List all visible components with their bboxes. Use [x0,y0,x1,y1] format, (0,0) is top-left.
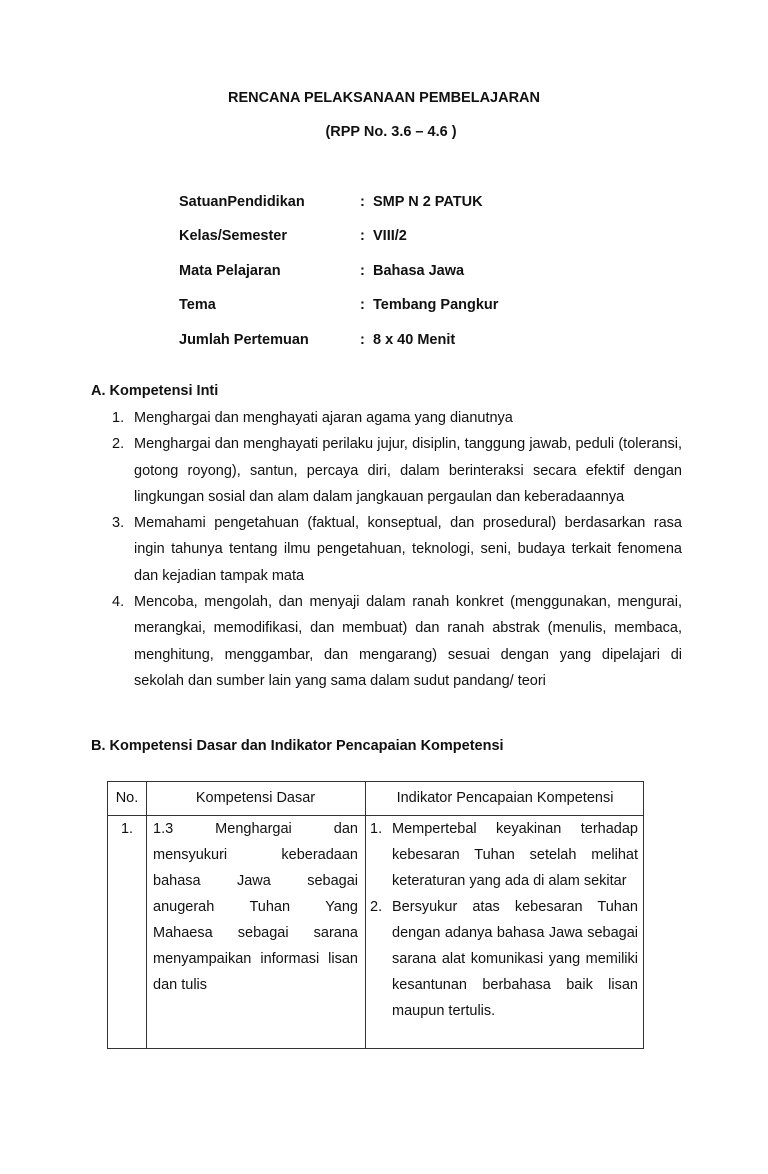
list-item-text: Mencoba, mengolah, dan menyaji dalam ranah konkret (menggunakan, mengurai, merangkai, memodifikasi, dan membuat) dan ranah abstrak (menulis, membaca, menghitung, menggambar, dan mengarang) sesuai dengan yang dipelajari di sekolah dan sumber lain yang sama dalam sudut pandang/ teori [134,594,682,689]
indicator-item [370,894,638,1024]
list-item-text: Menghargai dan menghayati perilaku jujur, disiplin, tanggung jawab, peduli (toleransi, gotong royong), santun, percaya diri, dalam berinteraksi secara efektif dengan lingkungan sosial dan alam dalam jangkauan pergaulan dan keberadaannya [134,436,682,505]
identity-label: SatuanPendidikan [179,194,305,210]
identity-label: Kelas/Semester [179,228,288,244]
list-item-number: 4. [112,594,125,611]
list-item-number: 1. [112,410,125,426]
section-a-heading: A. Kompetensi Inti [91,383,219,399]
table-divider [146,782,147,1048]
document-title: RENCANA PELAKSANAAN PEMBELAJARAN [227,90,541,106]
list-item-text: Menghargai dan menghayati ajaran agama yang dianutnya [134,410,513,426]
list-item-text: Memahami pengetahuan (faktual, konseptual, dan prosedural) berdasarkan rasa ingin tahunya tentang ilmu pengetahuan, teknologi, seni, budaya terkait fenomena dan kejadian tampak mata [134,515,682,584]
table-divider [365,782,366,1048]
identity-colon: : [360,194,365,210]
list-item [112,589,682,694]
table-cell-kd: 1.3 Menghargai dan mensyukuri keberadaan bahasa Jawa sebagai anugerah Tuhan Yang Mahaesa sebagai sarana menyampaikan informasi lisan dan tulis [153,821,358,993]
identity-value: SMP N 2 PATUK [373,194,483,210]
identity-value: Tembang Pangkur [373,297,499,313]
table-cell-no: 1. [120,821,134,837]
indicator-number: 2. [370,899,383,915]
indicator-number: 1. [370,821,383,837]
document-subtitle: (RPP No. 3.6 – 4.6 ) [325,124,457,140]
indicator-item [370,816,638,894]
identity-value: VIII/2 [373,228,407,244]
identity-value: Bahasa Jawa [373,263,465,279]
section-b-heading: B. Kompetensi Dasar dan Indikator Pencapaian Kompetensi [91,738,504,754]
identity-label: Mata Pelajaran [179,263,281,279]
table-cell-ipk [370,816,638,1024]
kompetensi-inti-list [112,405,682,694]
identity-value: 8 x 40 Menit [373,332,456,348]
indicator-text: Mempertebal keyakinan terhadap kebesaran Tuhan setelah melihat keteraturan yang ada di alam sekitar [392,821,638,889]
identity-label: Tema [179,297,216,313]
identity-colon: : [360,332,365,348]
identity-label: Jumlah Pertemuan [179,332,309,348]
identity-colon: : [360,263,365,279]
table-header-kd: Kompetensi Dasar [195,790,316,806]
list-item [112,510,682,589]
table-header-no: No. [115,790,139,806]
list-item [112,405,682,431]
list-item-number: 2. [112,436,125,453]
identity-colon: : [360,297,365,313]
list-item-number: 3. [112,515,125,532]
table-header-ipk: Indikator Pencapaian Kompetensi [396,790,614,806]
identity-colon: : [360,228,365,244]
indicator-text: Bersyukur atas kebesaran Tuhan dengan adanya bahasa Jawa sebagai sarana alat komunikasi yang memiliki kesantunan berbahasa baik lisan maupun tertulis. [392,899,638,1019]
list-item [112,431,682,510]
kd-table [107,781,644,1049]
